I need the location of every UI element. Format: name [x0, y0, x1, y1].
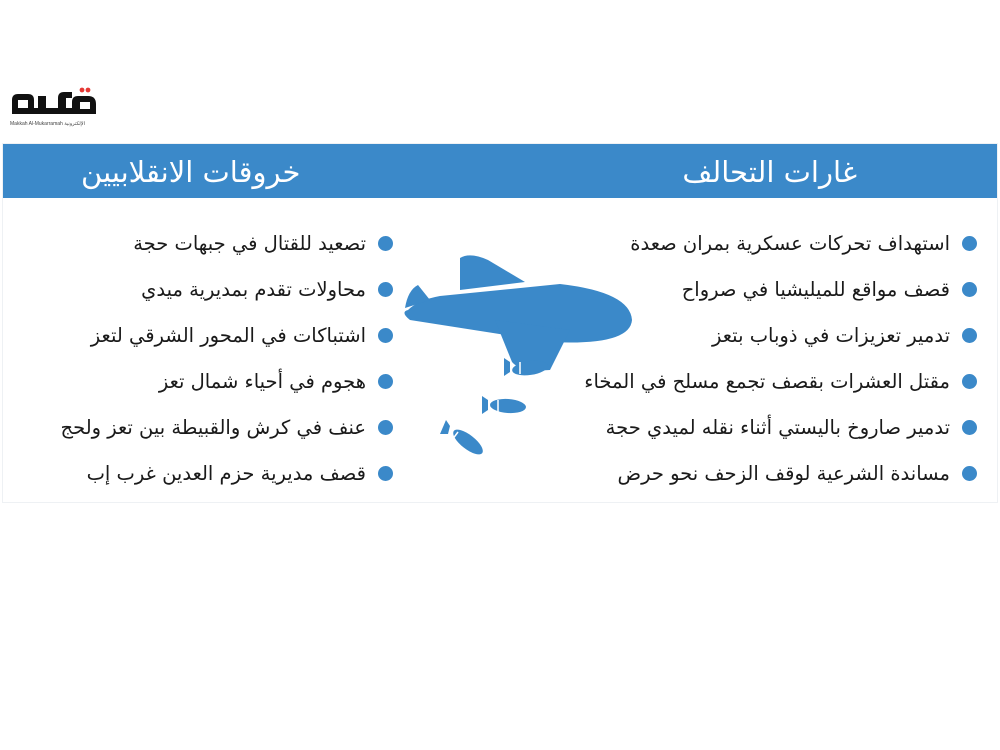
airplane-graphic [400, 250, 640, 470]
bullet-dot [378, 420, 393, 435]
makkah-logo [8, 86, 100, 136]
list-item-text: استهداف تحركات عسكرية بمران صعدة [630, 231, 950, 255]
list-item [33, 450, 393, 496]
bullet-dot [378, 282, 393, 297]
list-item [33, 220, 393, 266]
list-item-text: اشتباكات في المحور الشرقي لتعز [90, 323, 366, 347]
right-column-title: غارات التحالف [682, 155, 857, 189]
bullet-dot [962, 374, 977, 389]
logo-subtitle: Makkah Al-Mukarramah الإلكترونية [10, 121, 85, 127]
list-item-text: هجوم في أحياء شمال تعز [158, 369, 366, 393]
insurgent-violations-list [33, 220, 393, 496]
list-item [33, 358, 393, 404]
list-item [33, 312, 393, 358]
list-item-text: تدمير تعزيزات في ذوباب بتعز [712, 323, 950, 347]
bullet-dot [962, 328, 977, 343]
bullet-dot [378, 374, 393, 389]
list-item-text: قصف مديرية حزم العدين غرب إب [86, 461, 366, 485]
list-item-text: محاولات تقدم بمديرية ميدي [141, 277, 366, 301]
bomb-icon [440, 420, 486, 459]
airplane-icon [404, 255, 632, 370]
bullet-dot [962, 236, 977, 251]
left-column-title: خروقات الانقلابيين [81, 155, 301, 189]
list-item [33, 266, 393, 312]
list-item [33, 404, 393, 450]
logo-wordmark-icon [8, 86, 100, 120]
bullet-dot [962, 282, 977, 297]
list-item-text: مقتل العشرات بقصف تجمع مسلح في المخاء [584, 369, 950, 393]
bullet-dot [378, 466, 393, 481]
list-item-text: قصف مواقع للميليشيا في صرواح [681, 277, 950, 301]
header-bar [3, 144, 997, 198]
list-item-text: تدمير صاروخ باليستي أثناء نقله لميدي حجة [605, 415, 950, 439]
bullet-dot [962, 420, 977, 435]
list-item-text: مساندة الشرعية لوقف الزحف نحو حرض [617, 461, 950, 485]
list-item-text: عنف في كرش والقبيطة بين تعز ولحج [60, 415, 366, 439]
bullet-dot [962, 466, 977, 481]
list-item-text: تصعيد للقتال في جبهات حجة [133, 231, 366, 255]
bullet-dot [378, 328, 393, 343]
bomb-icon [482, 396, 526, 414]
bullet-dot [378, 236, 393, 251]
